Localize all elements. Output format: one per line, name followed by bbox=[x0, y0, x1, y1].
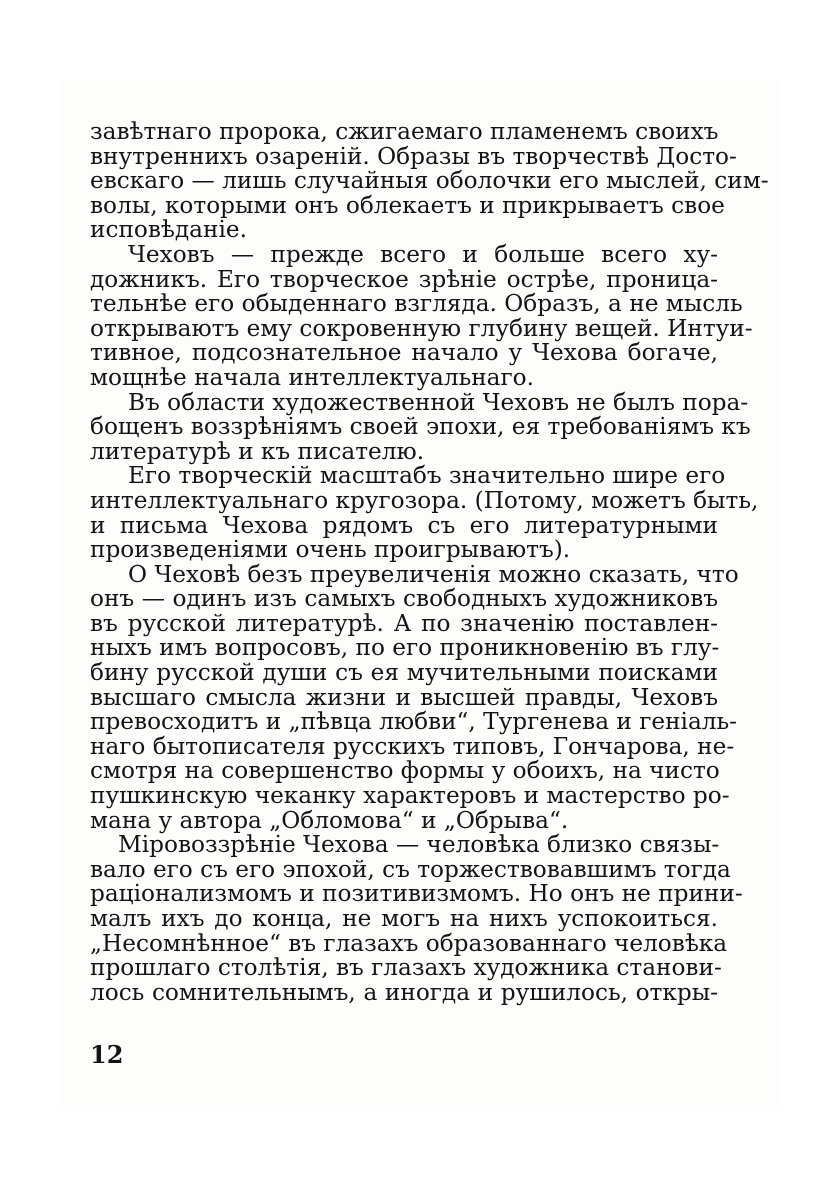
text-line: внутреннихъ озареній. Образы въ творчествѣ Досто- bbox=[90, 142, 737, 170]
text-line: бощенъ воззрѣніямъ своей эпохи, ея требованіямъ къ bbox=[90, 413, 751, 441]
text-line: исповѣданіе. bbox=[90, 216, 247, 244]
text-line: наго бытописателя русскихъ типовъ, Гончарова, не- bbox=[90, 732, 735, 760]
text-line: прошлаго столѣтія, въ глазахъ художника станови- bbox=[90, 954, 722, 982]
text-line: евскаго — лишь случайныя оболочки его мыслей, сим- bbox=[90, 167, 769, 195]
text-line: вало его съ его эпохой, съ торжествовавшимъ тогда bbox=[90, 855, 731, 883]
text-line: Міровоззрѣніе Чехова — человѣка близко связы- bbox=[118, 831, 720, 859]
text-line: превосходитъ и „пѣвца любви“, Тургенева и геніаль- bbox=[90, 708, 737, 736]
text-line: „Несомнѣнное“ въ глазахъ образованнаго человѣка bbox=[90, 929, 728, 957]
page-number: 12 bbox=[90, 1040, 124, 1069]
body-text bbox=[90, 118, 769, 1006]
text-line: Чеховъ — прежде всего и больше всего ху- bbox=[128, 240, 718, 268]
text-line: раціонализмомъ и позитивизмомъ. Но онъ не прини- bbox=[90, 880, 743, 908]
text-line: въ русской литературѣ. А по значенію поставлен- bbox=[90, 609, 718, 637]
text-line: Въ области художественной Чеховъ не былъ пора- bbox=[128, 388, 749, 416]
text-line: малъ ихъ до конца, не могъ на нихъ успокоиться. bbox=[90, 905, 718, 932]
text-line: открываютъ ему сокровенную глубину вещей. Интуи- bbox=[90, 314, 753, 342]
text-line: мощнѣе начала интеллектуальнаго. bbox=[90, 363, 534, 391]
text-line: дожникъ. Его творческое зрѣніе острѣе, проница- bbox=[90, 265, 718, 293]
text-line: пушкинскую чеканку характеровъ и мастерство ро- bbox=[90, 782, 730, 810]
text-line: ныхъ имъ вопросовъ, по его проникновенію въ глу- bbox=[90, 634, 720, 662]
text-line: Его творческій масштабъ значительно шире его bbox=[128, 462, 726, 490]
text-line: онъ — одинъ изъ самыхъ свободныхъ художниковъ bbox=[90, 585, 718, 613]
text-line: произведеніями очень проигрываютъ). bbox=[90, 536, 571, 564]
text-line: интеллектуальнаго кругозора. (Потому, можетъ быть, bbox=[90, 486, 759, 514]
text-line: высшаго смысла жизни и высшей правды, Чеховъ bbox=[90, 683, 718, 711]
text-line: тельнѣе его обыденнаго взгляда. Образъ, а не мысль bbox=[90, 290, 743, 318]
text-line: тивное, подсознательное начало у Чехова богаче, bbox=[90, 339, 718, 367]
text-line: лось сомнительнымъ, а иногда и рушилось, откры- bbox=[90, 978, 718, 1006]
text-line: литературѣ и къ писателю. bbox=[90, 437, 425, 465]
text-line: смотря на совершенство формы у обоихъ, на чисто bbox=[90, 757, 720, 785]
text-line: завѣтнаго пророка, сжигаемаго пламенемъ своихъ bbox=[90, 118, 719, 145]
text-line: О Чеховѣ безъ преувеличенія можно сказать, что bbox=[128, 560, 739, 588]
text-line: бину русской души съ ея мучительными поисками bbox=[90, 659, 718, 687]
text-line: мана у автора „Обломова“ и „Обрыва“. bbox=[90, 806, 569, 834]
text-line: и письма Чехова рядомъ съ его литературными bbox=[90, 511, 718, 539]
text-line: волы, которыми онъ облекаетъ и прикрываетъ свое bbox=[90, 191, 725, 219]
